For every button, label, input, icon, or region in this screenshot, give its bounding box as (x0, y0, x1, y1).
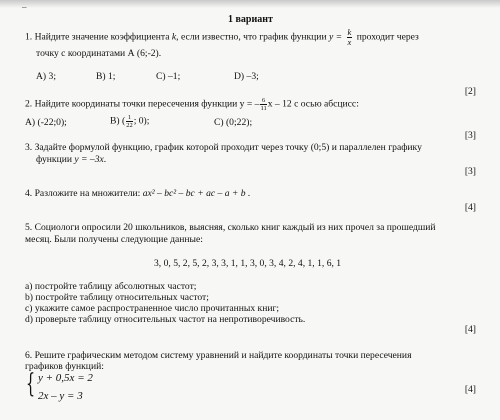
q3-formula: y = –3x (74, 154, 104, 165)
q6-equation-1: y + 0,5x = 2 (38, 372, 93, 384)
q1-option-d: D) –3; (234, 71, 259, 82)
q2-frac-den: 11 (260, 105, 267, 112)
q1-option-b: B) 1; (96, 71, 116, 82)
q2-text-a: 2. Найдите координаты точки пересечения функции y = – (25, 98, 260, 110)
top-shadow (0, 0, 500, 8)
q3-line2 (36, 154, 106, 166)
q2-optb-pre: B) ( (110, 115, 126, 127)
q2-option-b (110, 114, 149, 129)
q3-line2-c: . (103, 154, 107, 165)
corner-dash: – (22, 2, 27, 12)
q3-line2-a: функции (36, 154, 72, 165)
q6-line2: графиков функций: (25, 361, 104, 372)
q4-line (25, 188, 250, 200)
q5-item-c: c) укажите самое распространенное число прочитанных книг; (25, 303, 280, 314)
q1-option-a: A) 3; (36, 71, 56, 82)
q3-line1: 3. Задайте формулой функцию, график которой проходит через точку (0;5) и параллелен графику (25, 142, 422, 153)
q2-optb-den: 22 (126, 122, 133, 129)
q1-line2: точку с координатами А (6;-2). (36, 48, 162, 59)
q6-mark: [4] (464, 384, 476, 395)
q5-item-a: a) постройте таблицу абсолютных частот; (25, 281, 197, 292)
page-title: 1 вариант (228, 14, 273, 25)
q6-equation-2: 2x – y = 3 (38, 390, 83, 402)
q2-option-c: C) (0;22); (214, 117, 253, 128)
q2-mark: [3] (464, 130, 476, 141)
q4-mark: [4] (464, 202, 476, 213)
q5-line2: месяц. Были получены следующие данные: (25, 234, 203, 245)
q6-line1: 6. Решите графическим методом систему уравнений и найдите координаты точки пересечения (25, 350, 412, 361)
q1-mark: [2] (464, 86, 476, 97)
q5-item-b: b) постройте таблицу относительных частот; (25, 292, 209, 303)
q1-fraction (347, 28, 353, 47)
q5-data: 3, 0, 5, 2, 5, 2, 3, 3, 1, 1, 3, 0, 3, 4, 2, 4, 1, 1, 6, 1 (154, 258, 342, 269)
q2-frac-num: 6 (261, 97, 266, 104)
q1-option-c: C) –1; (156, 71, 181, 82)
q2-line1 (25, 97, 359, 112)
q2-option-a: A) (-22;0); (25, 117, 67, 128)
q1-text-b: , если известно, что график функции (176, 31, 327, 43)
q1-number: 1. (25, 31, 33, 43)
q5-item-d: d) проверьте таблицу относительных частот на непротиворечивость. (25, 314, 306, 325)
q4-text: 4. Разложите на множители: (25, 188, 141, 199)
q5-line1: 5. Социологи опросили 20 школьников, выясняя, сколько книг каждый из них прочел за прошедший (25, 222, 436, 233)
q4-expression: ax² – bc² – bc + ac – a + b . (142, 188, 251, 199)
q1-frac-num: k (347, 27, 352, 37)
q2-text-b: x – 12 с осью абсцисс: (267, 98, 359, 110)
q1-line1 (25, 28, 419, 47)
q5-mark: [4] (464, 324, 476, 335)
system-brace: { (26, 369, 36, 399)
q3-mark: [3] (464, 166, 476, 177)
q1-text-c: проходит через (356, 31, 419, 43)
q2-optb-fraction (126, 114, 133, 129)
q1-frac-den: x (347, 37, 352, 47)
q2-optb-num: 1 (127, 114, 132, 121)
q1-formula-lhs: y = (328, 31, 343, 43)
q2-optb-post: ; 0); (133, 115, 150, 127)
q1-var-k: k (171, 31, 177, 43)
q1-text-a: Найдите значение коэффициента (34, 31, 170, 43)
q2-fraction (260, 97, 266, 112)
